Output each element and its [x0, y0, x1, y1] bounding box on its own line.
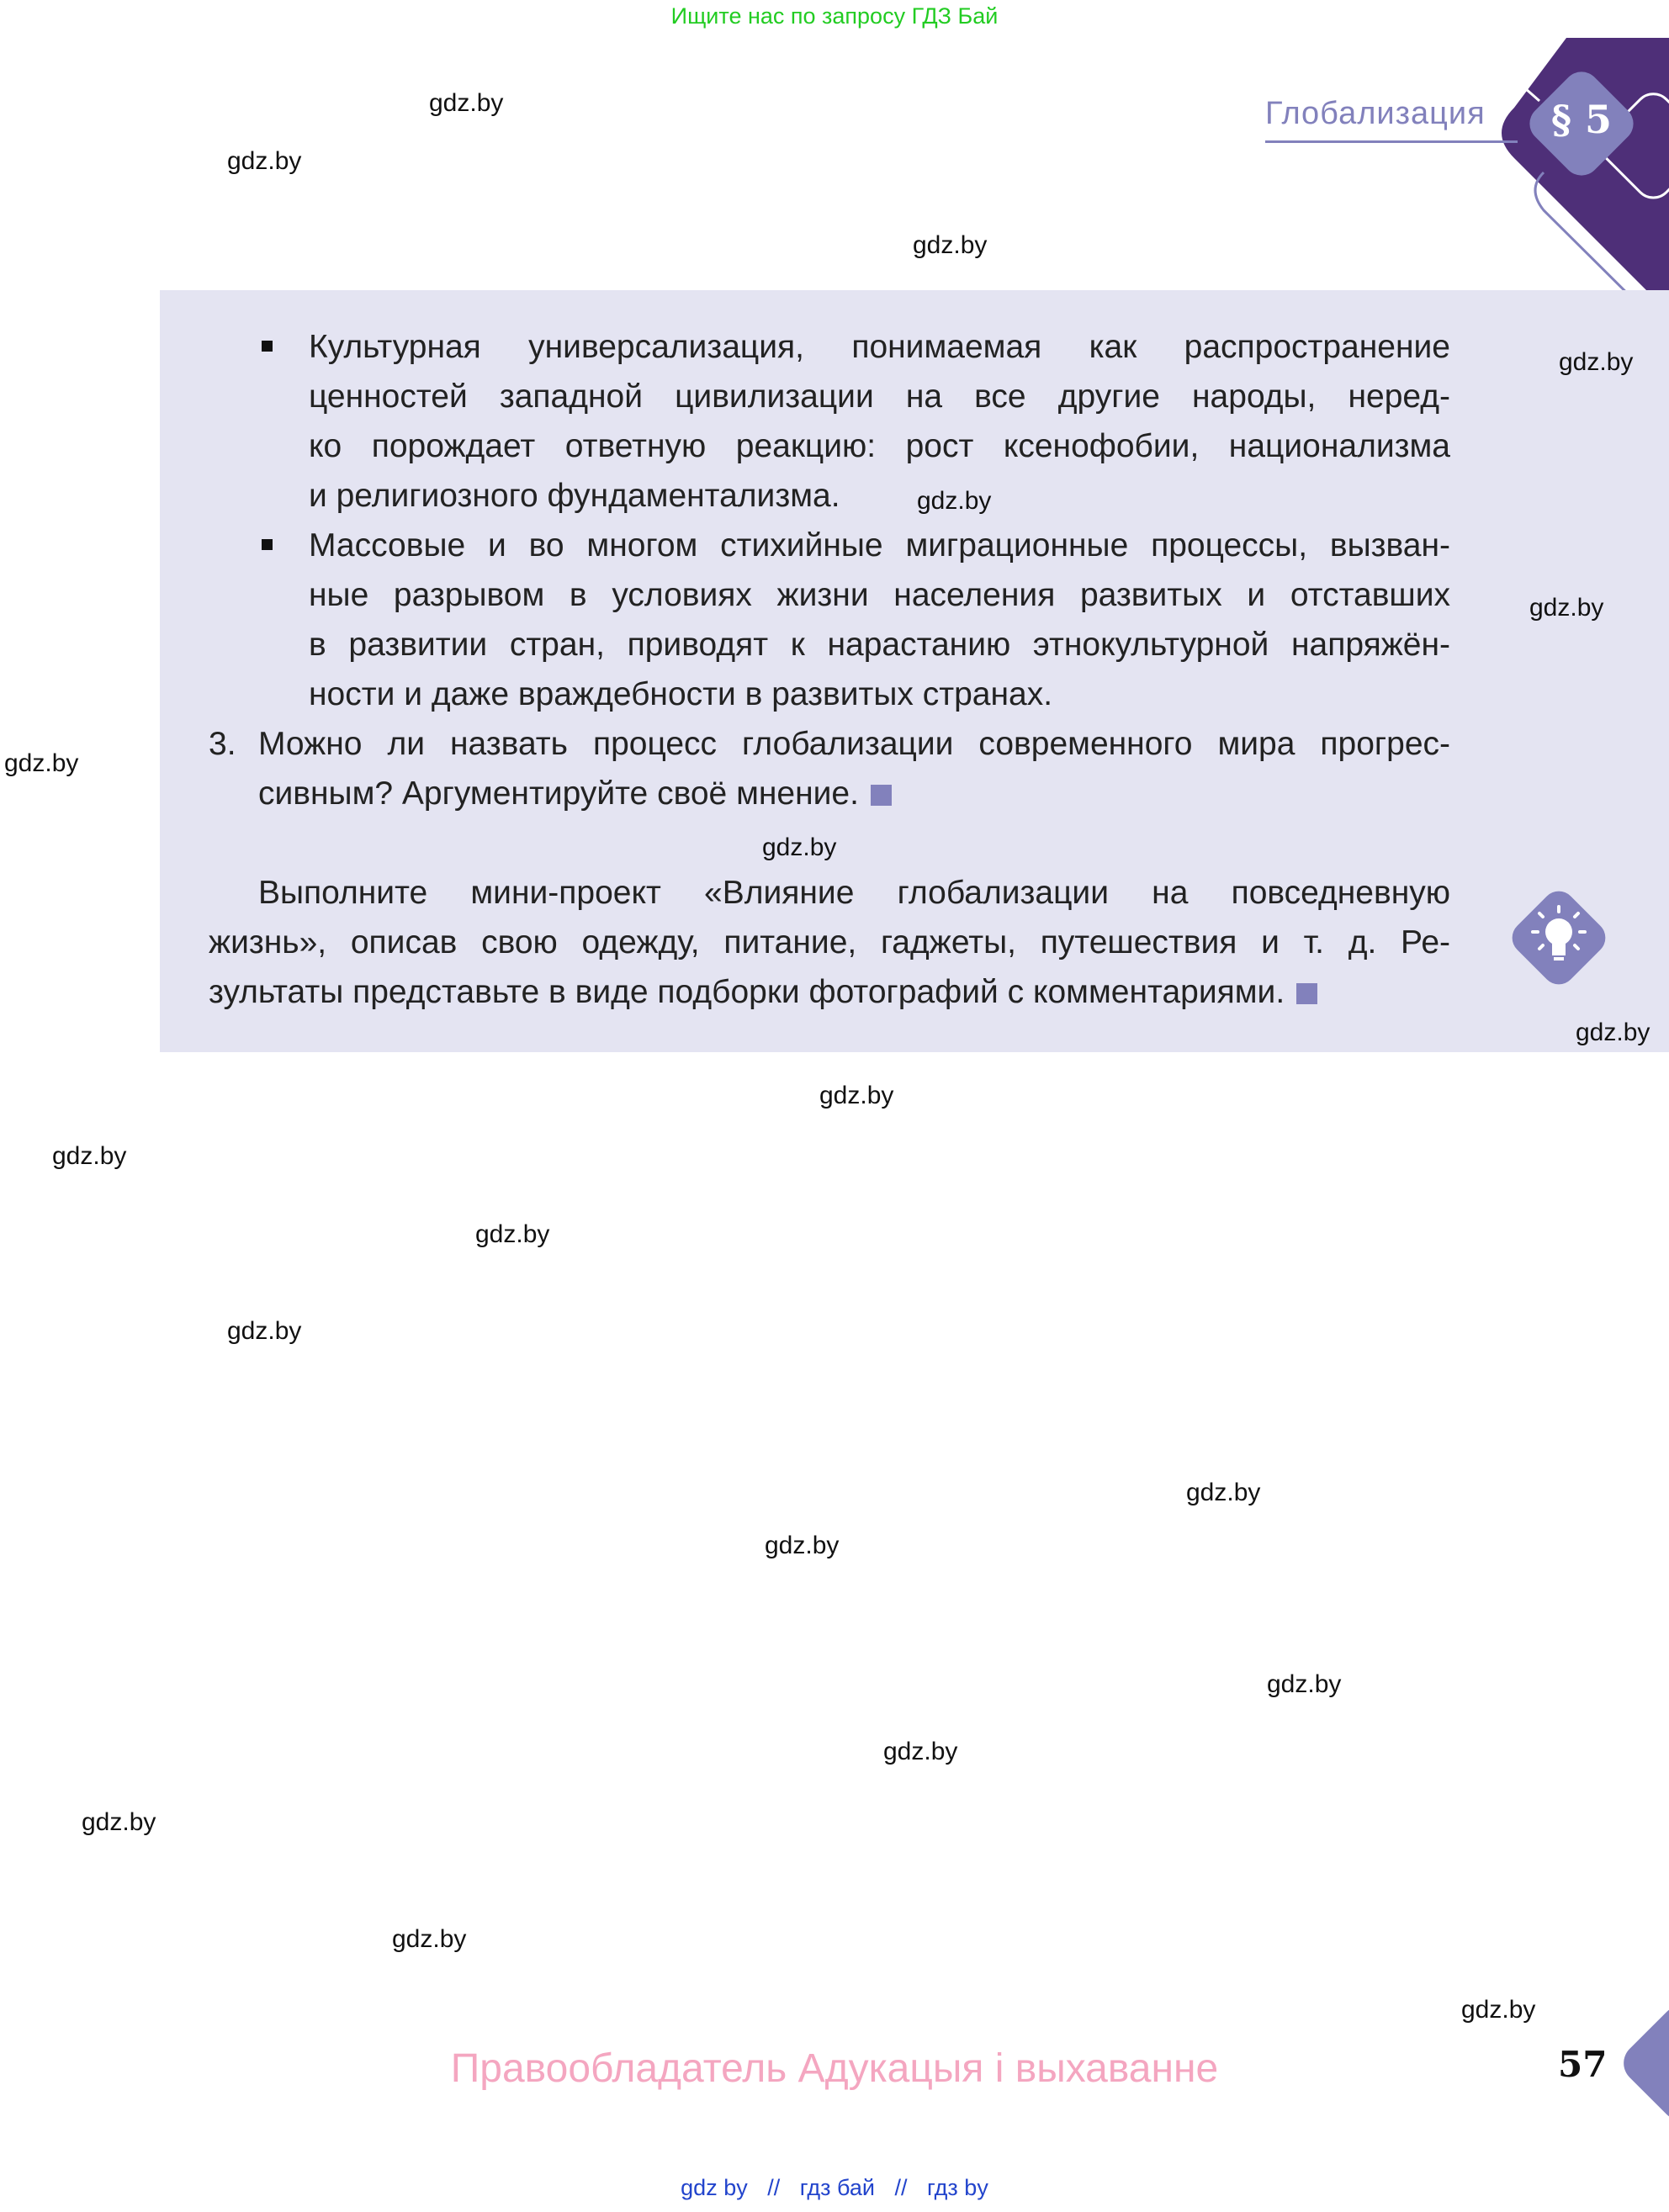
watermark: gdz.by	[819, 1082, 894, 1109]
footer-link[interactable]: гдз by	[927, 2175, 988, 2200]
watermark: gdz.by	[762, 833, 837, 861]
footer-links	[0, 2175, 1669, 2201]
bullet-1-line: ценностей западной цивилизации на все другие народы, неред-	[309, 378, 1450, 415]
top-banner[interactable]: Ищите нас по запросу ГДЗ Бай	[670, 3, 999, 29]
project-line-end	[209, 967, 1317, 1017]
watermark: gdz.by	[1267, 1670, 1342, 1698]
watermark: gdz.by	[913, 231, 988, 259]
watermark: gdz.by	[1559, 348, 1634, 376]
bullet-1-line: и религиозного фундаментализма.	[309, 478, 840, 514]
watermark: gdz.by	[475, 1220, 550, 1248]
watermark: gdz.by	[82, 1808, 156, 1836]
watermark: gdz.by	[917, 487, 992, 515]
question-line: сивным? Аргументируйте своё мнение.	[258, 775, 859, 812]
section-badge-label: § 5	[1550, 97, 1613, 142]
watermark: gdz.by	[227, 1317, 302, 1345]
question-line-end	[258, 769, 892, 818]
bullet-1-line: Культурная универсализация, понимаемая как распространение	[309, 329, 1450, 365]
watermark: gdz.by	[429, 89, 504, 117]
footer-separator: //	[767, 2175, 781, 2200]
page-tab-decoration	[1615, 1998, 1669, 2129]
watermark: gdz.by	[392, 1925, 467, 1953]
project-line: Выполните мини-проект «Влияние глобализации на повседневную	[258, 875, 1450, 911]
bullet-2-line: Массовые и во многом стихийные миграционные процессы, вызван-	[309, 527, 1450, 564]
watermark: gdz.by	[883, 1738, 958, 1765]
bullet-2-line: ные разрывом в условиях жизни населения развитых и отставших	[309, 577, 1450, 613]
watermark: gdz.by	[1186, 1479, 1261, 1506]
watermark: gdz.by	[227, 147, 302, 175]
bullet-marker	[262, 539, 273, 550]
project-line: зультаты представьте в виде подборки фотографий с комментариями.	[209, 974, 1285, 1010]
question-number: 3.	[209, 726, 236, 762]
copyright-notice: Правообладатель Адукацыя і выхаванне	[450, 2046, 1219, 2091]
question-line: Можно ли назвать процесс глобализации современного мира прогрес-	[258, 726, 1450, 762]
chapter-title: Глобализация	[1265, 96, 1486, 131]
project-line: жизнь», описав свою одежду, питание, гаджеты, путешествия и т. д. Ре-	[209, 924, 1450, 960]
watermark: gdz.by	[765, 1532, 840, 1559]
end-marker-icon	[1296, 983, 1317, 1004]
page-number: 57	[1558, 2044, 1608, 2085]
watermark: gdz.by	[1576, 1019, 1650, 1046]
footer-separator: //	[894, 2175, 908, 2200]
end-marker-icon	[871, 785, 892, 806]
footer-link[interactable]: гдз бай	[799, 2175, 875, 2200]
bullet-1-line: ко порождает ответную реакцию: рост ксенофобии, национализма	[309, 428, 1450, 464]
lightbulb-icon	[1496, 875, 1622, 1001]
bullet-2-line: ности и даже враждебности в развитых странах.	[309, 676, 1053, 712]
chapter-title-underline	[1265, 140, 1518, 143]
bullet-marker	[262, 341, 273, 352]
watermark: gdz.by	[4, 749, 79, 777]
footer-link[interactable]: gdz by	[681, 2175, 748, 2200]
bullet-2-line: в развитии стран, приводят к нарастанию этнокультурной напряжён-	[309, 627, 1450, 663]
watermark: gdz.by	[1461, 1996, 1536, 2024]
watermark: gdz.by	[52, 1142, 127, 1170]
watermark: gdz.by	[1529, 594, 1604, 622]
